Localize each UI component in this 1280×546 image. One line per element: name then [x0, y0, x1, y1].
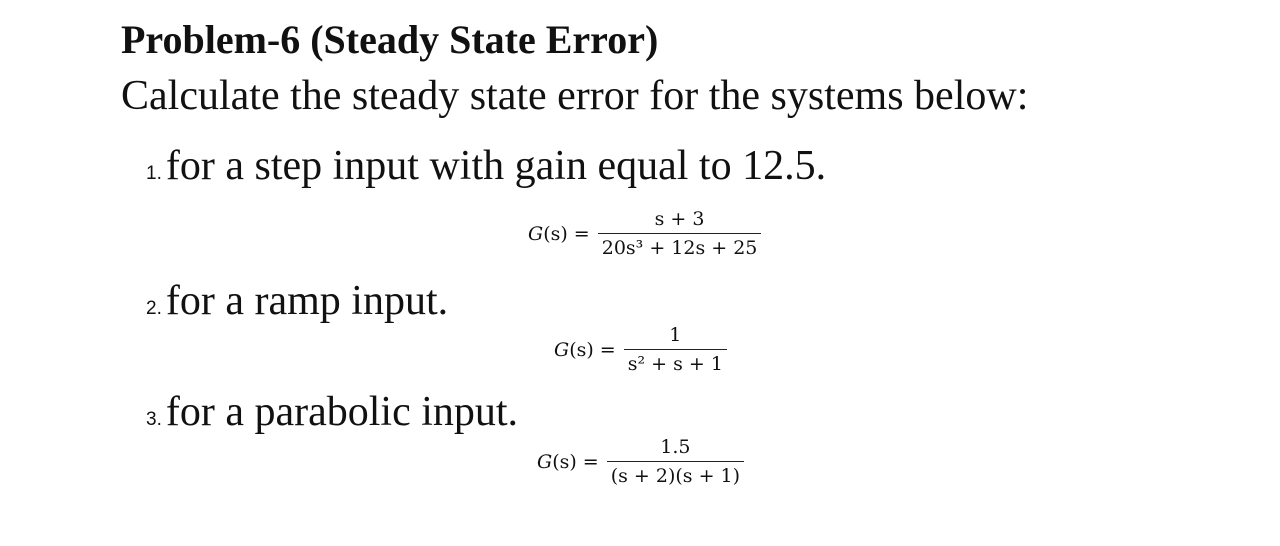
denominator: s² + s + 1 [627, 353, 723, 375]
equation-lhs: G(s) = [537, 450, 599, 473]
item-text: for a ramp input. [165, 278, 449, 324]
item-number: 3. [146, 409, 162, 430]
problem-instructions: Calculate the steady state error for the systems below: [121, 73, 1029, 119]
problem-item-3 [146, 386, 518, 447]
denominator: (s + 2)(s + 1) [610, 465, 741, 487]
transfer-function-3 [537, 436, 744, 487]
item-text: for a parabolic input. [165, 389, 519, 435]
problem-item-1 [146, 140, 826, 201]
fraction [607, 436, 744, 487]
denominator: 20s³ + 12s + 25 [601, 237, 758, 259]
equation-lhs: G(s) = [554, 338, 616, 361]
transfer-function-1 [528, 208, 761, 259]
problem-item-2 [146, 275, 448, 336]
numerator: s + 3 [598, 208, 762, 234]
transfer-function-2 [554, 324, 727, 375]
numerator: 1.5 [607, 436, 744, 462]
item-number: 1. [146, 163, 162, 184]
fraction [624, 324, 727, 375]
numerator: 1 [624, 324, 727, 350]
item-number: 2. [146, 298, 162, 319]
item-text: for a step input with gain equal to 12.5. [165, 143, 827, 189]
fraction [598, 208, 762, 259]
problem-title: Problem-6 (Steady State Error) [121, 17, 659, 62]
equation-lhs: G(s) = [528, 222, 590, 245]
